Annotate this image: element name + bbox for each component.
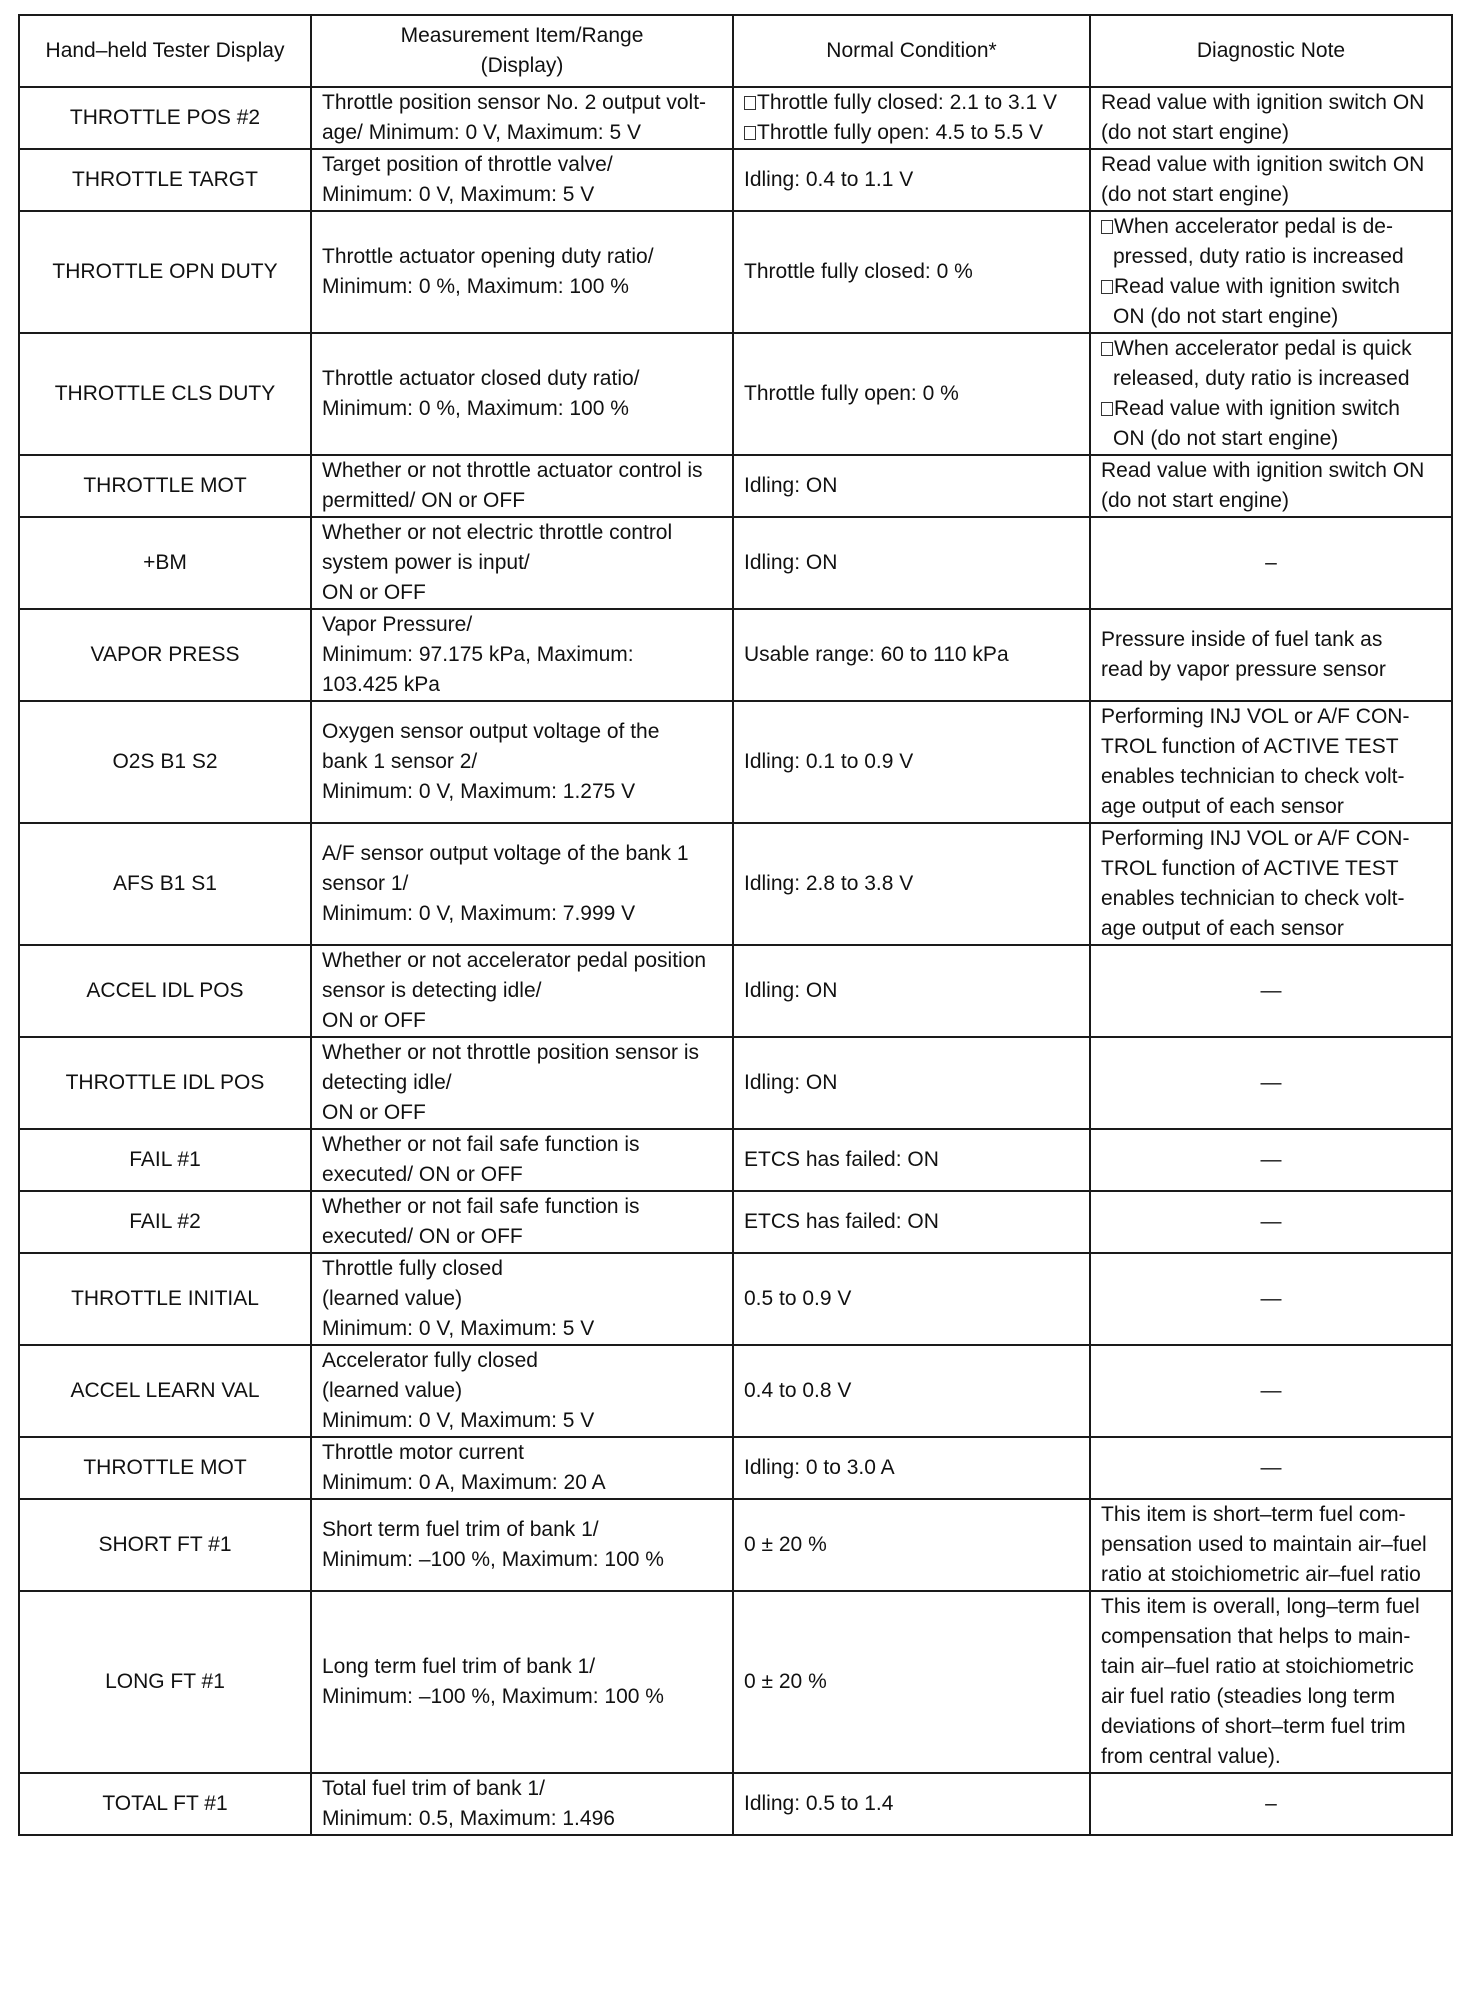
normal-condition-text: Idling: 0.1 to 0.9 V (744, 750, 914, 773)
checkbox-bullet-icon (1101, 402, 1113, 416)
normal-condition-text: Throttle fully closed: 2.1 to 3.1 V (757, 91, 1057, 114)
measurement-cell (311, 701, 733, 823)
measurement-line: Whether or not fail safe function is (322, 1133, 640, 1156)
normal-condition-cell (733, 211, 1090, 333)
measurement-line: permitted/ ON or OFF (322, 489, 526, 512)
measurement-line: Minimum: 0 V, Maximum: 7.999 V (322, 902, 636, 925)
measurement-cell (311, 455, 733, 517)
normal-condition-cell (733, 149, 1090, 211)
diagnostic-note-line: This item is overall, long–term fuel (1101, 1595, 1420, 1618)
diagnostic-note-line: air fuel ratio (steadies long term (1101, 1685, 1396, 1708)
normal-condition-cell (733, 1191, 1090, 1253)
header-normal-condition: Normal Condition* (733, 15, 1090, 87)
diagnostic-note-line: Read value with ignition switch ON (1101, 459, 1425, 482)
diagnostic-note-line: Read value with ignition switch ON (1101, 91, 1425, 114)
table-row (19, 455, 1452, 517)
normal-condition-text: Idling: ON (744, 1071, 838, 1094)
diagnostic-note-line (1101, 212, 1441, 242)
table-row (19, 1345, 1452, 1437)
checkbox-bullet-icon (1101, 280, 1113, 294)
tester-display-cell: THROTTLE MOT (19, 455, 311, 517)
diagnostic-note-cell: — (1090, 1437, 1452, 1499)
table-row (19, 1591, 1452, 1773)
diagnostic-note-line: Performing INJ VOL or A/F CON- (1101, 827, 1410, 850)
measurement-cell (311, 211, 733, 333)
normal-condition-text: 0 ± 20 % (744, 1670, 827, 1693)
normal-condition-cell (733, 455, 1090, 517)
diagnostic-note-line (1101, 394, 1441, 424)
normal-condition-text: Idling: ON (744, 551, 838, 574)
diagnostic-note-cell: — (1090, 1345, 1452, 1437)
measurement-line: age/ Minimum: 0 V, Maximum: 5 V (322, 121, 641, 144)
diagnostic-note-line (1101, 364, 1441, 394)
tester-display-cell: THROTTLE IDL POS (19, 1037, 311, 1129)
diagnostic-note-cell (1090, 823, 1452, 945)
table-row (19, 1129, 1452, 1191)
diagnostic-note-line (1101, 242, 1441, 272)
measurement-line: A/F sensor output voltage of the bank 1 (322, 842, 689, 865)
table-row (19, 333, 1452, 455)
diagnostic-note-cell (1090, 609, 1452, 701)
diagnostic-note-line: ratio at stoichiometric air–fuel ratio (1101, 1563, 1421, 1586)
diagnostic-note-line: Pressure inside of fuel tank as (1101, 628, 1383, 651)
diagnostic-note-cell: — (1090, 945, 1452, 1037)
measurement-cell (311, 1591, 733, 1773)
tester-display-cell: FAIL #2 (19, 1191, 311, 1253)
diagnostic-note-line: read by vapor pressure sensor (1101, 658, 1386, 681)
diagnostic-note-cell (1090, 1591, 1452, 1773)
measurement-line: executed/ ON or OFF (322, 1225, 523, 1248)
diagnostic-note-cell: – (1090, 517, 1452, 609)
normal-condition-cell (733, 701, 1090, 823)
tester-display-cell: ACCEL LEARN VAL (19, 1345, 311, 1437)
normal-condition-cell (733, 1591, 1090, 1773)
tester-display-cell: THROTTLE MOT (19, 1437, 311, 1499)
normal-condition-cell (733, 1253, 1090, 1345)
measurement-line: Minimum: 0.5, Maximum: 1.496 (322, 1807, 615, 1830)
diagnostic-note-line: pensation used to maintain air–fuel (1101, 1533, 1427, 1556)
measurement-line: Minimum: 0 V, Maximum: 5 V (322, 183, 595, 206)
diagnostic-note-line: TROL function of ACTIVE TEST (1101, 735, 1399, 758)
table-row (19, 1191, 1452, 1253)
normal-condition-text: Throttle fully open: 0 % (744, 382, 959, 405)
measurement-line: Minimum: –100 %, Maximum: 100 % (322, 1685, 664, 1708)
normal-condition-text: Idling: 0.4 to 1.1 V (744, 168, 914, 191)
normal-condition-text: 0.4 to 0.8 V (744, 1379, 852, 1402)
measurement-cell (311, 609, 733, 701)
measurement-cell (311, 1345, 733, 1437)
diagnostic-note-line (1101, 272, 1441, 302)
table-row (19, 1499, 1452, 1591)
measurement-line: Vapor Pressure/ (322, 613, 473, 636)
measurement-line: Whether or not electric throttle control (322, 521, 673, 544)
measurement-line: Minimum: 0 %, Maximum: 100 % (322, 275, 629, 298)
measurement-line: ON or OFF (322, 1101, 426, 1124)
table-row (19, 517, 1452, 609)
header-measurement-line: (Display) (480, 54, 564, 77)
normal-condition-bullet (744, 88, 1079, 118)
diagnostic-note-cell: — (1090, 1253, 1452, 1345)
diagnostic-note-line: enables technician to check volt- (1101, 765, 1405, 788)
header-diagnostic-note: Diagnostic Note (1090, 15, 1452, 87)
measurement-cell (311, 149, 733, 211)
measurement-cell (311, 945, 733, 1037)
diagnostic-note-line: TROL function of ACTIVE TEST (1101, 857, 1399, 880)
measurement-line: Minimum: 0 V, Maximum: 5 V (322, 1317, 595, 1340)
measurement-line: (learned value) (322, 1379, 463, 1402)
diagnostic-note-line: enables technician to check volt- (1101, 887, 1405, 910)
diagnostic-note-text: pressed, duty ratio is increased (1113, 245, 1404, 268)
diagnostic-note-line: compensation that helps to main- (1101, 1625, 1411, 1648)
measurement-line: sensor 1/ (322, 872, 409, 895)
normal-condition-cell (733, 87, 1090, 149)
diagnostic-note-text: When accelerator pedal is quick (1114, 337, 1412, 360)
header-row (19, 15, 1452, 87)
diagnostic-note-line: tain air–fuel ratio at stoichiometric (1101, 1655, 1414, 1678)
diagnostic-note-line: This item is short–term fuel com- (1101, 1503, 1406, 1526)
normal-condition-cell (733, 1037, 1090, 1129)
diagnostic-note-cell (1090, 1499, 1452, 1591)
measurement-line: ON or OFF (322, 581, 426, 604)
normal-condition-text: 0 ± 20 % (744, 1533, 827, 1556)
tester-display-cell: FAIL #1 (19, 1129, 311, 1191)
measurement-line: Minimum: –100 %, Maximum: 100 % (322, 1548, 664, 1571)
normal-condition-text: Idling: 0 to 3.0 A (744, 1456, 895, 1479)
measurement-line: Target position of throttle valve/ (322, 153, 613, 176)
measurement-line: Whether or not throttle position sensor is (322, 1041, 700, 1064)
checkbox-bullet-icon (744, 126, 756, 140)
tester-display-cell: VAPOR PRESS (19, 609, 311, 701)
normal-condition-text: Usable range: 60 to 110 kPa (744, 643, 1009, 666)
tester-display-cell: TOTAL FT #1 (19, 1773, 311, 1835)
diagnostic-note-cell (1090, 701, 1452, 823)
measurement-line: Throttle actuator opening duty ratio/ (322, 245, 654, 268)
tester-display-cell: THROTTLE CLS DUTY (19, 333, 311, 455)
diagnostic-note-line: Read value with ignition switch ON (1101, 153, 1425, 176)
measurement-line: ON or OFF (322, 1009, 426, 1032)
measurement-line: Minimum: 0 %, Maximum: 100 % (322, 397, 629, 420)
diagnostic-note-line: (do not start engine) (1101, 489, 1289, 512)
table-row (19, 1773, 1452, 1835)
measurement-line: Whether or not accelerator pedal position (322, 949, 707, 972)
measurement-line: Minimum: 97.175 kPa, Maximum: (322, 643, 634, 666)
header-tester-display: Hand–held Tester Display (19, 15, 311, 87)
measurement-line: Minimum: 0 V, Maximum: 5 V (322, 1409, 595, 1432)
tester-display-cell: ACCEL IDL POS (19, 945, 311, 1037)
table-row (19, 823, 1452, 945)
measurement-line: (learned value) (322, 1287, 463, 1310)
diagnostic-note-cell (1090, 87, 1452, 149)
diagnostic-note-line: (do not start engine) (1101, 183, 1289, 206)
diagnostic-note-text: ON (do not start engine) (1113, 305, 1339, 328)
measurement-line: system power is input/ (322, 551, 530, 574)
normal-condition-cell (733, 1499, 1090, 1591)
measurement-cell (311, 1437, 733, 1499)
diagnostic-note-text: Read value with ignition switch (1114, 397, 1400, 420)
table-row (19, 945, 1452, 1037)
table-row (19, 609, 1452, 701)
tester-display-cell: THROTTLE OPN DUTY (19, 211, 311, 333)
normal-condition-text: Throttle fully closed: 0 % (744, 260, 973, 283)
measurement-line: Throttle actuator closed duty ratio/ (322, 367, 640, 390)
normal-condition-text: Idling: ON (744, 979, 838, 1002)
measurement-cell (311, 1129, 733, 1191)
measurement-cell (311, 1499, 733, 1591)
normal-condition-text: Idling: ON (744, 474, 838, 497)
measurement-cell (311, 87, 733, 149)
measurement-line: Short term fuel trim of bank 1/ (322, 1518, 599, 1541)
measurement-line: Long term fuel trim of bank 1/ (322, 1655, 596, 1678)
tester-display-cell: SHORT FT #1 (19, 1499, 311, 1591)
checkbox-bullet-icon (1101, 220, 1113, 234)
table-row (19, 149, 1452, 211)
diagnostic-note-line (1101, 302, 1441, 332)
diagnostic-note-text: ON (do not start engine) (1113, 427, 1339, 450)
diagnostic-note-line: age output of each sensor (1101, 795, 1344, 818)
checkbox-bullet-icon (1101, 342, 1113, 356)
diagnostic-note-cell: – (1090, 1773, 1452, 1835)
measurement-cell (311, 1191, 733, 1253)
table-row (19, 87, 1452, 149)
diagnostic-note-line (1101, 334, 1441, 364)
normal-condition-cell (733, 1129, 1090, 1191)
tester-display-cell: AFS B1 S1 (19, 823, 311, 945)
normal-condition-cell (733, 1437, 1090, 1499)
normal-condition-cell (733, 609, 1090, 701)
diagnostic-note-cell (1090, 149, 1452, 211)
diagnostic-note-line: from central value). (1101, 1745, 1281, 1768)
normal-condition-text: ETCS has failed: ON (744, 1210, 939, 1233)
measurement-line: Total fuel trim of bank 1/ (322, 1777, 545, 1800)
measurement-line: Throttle position sensor No. 2 output volt- (322, 91, 707, 114)
table-row (19, 1437, 1452, 1499)
normal-condition-cell (733, 1345, 1090, 1437)
measurement-cell (311, 1037, 733, 1129)
normal-condition-cell (733, 517, 1090, 609)
measurement-line: Oxygen sensor output voltage of the (322, 720, 660, 743)
measurement-line: bank 1 sensor 2/ (322, 750, 478, 773)
measurement-cell (311, 333, 733, 455)
measurement-line: executed/ ON or OFF (322, 1163, 523, 1186)
normal-condition-text: ETCS has failed: ON (744, 1148, 939, 1171)
measurement-cell (311, 1773, 733, 1835)
normal-condition-text: Idling: 0.5 to 1.4 (744, 1792, 894, 1815)
diagnostic-note-text: released, duty ratio is increased (1113, 367, 1410, 390)
diagnostic-note-cell (1090, 211, 1452, 333)
measurement-line: detecting idle/ (322, 1071, 452, 1094)
tester-display-cell: +BM (19, 517, 311, 609)
measurement-line: Whether or not fail safe function is (322, 1195, 640, 1218)
data-list-table (18, 14, 1453, 1836)
table-row (19, 211, 1452, 333)
measurement-line: Minimum: 0 V, Maximum: 1.275 V (322, 780, 636, 803)
diagnostic-note-cell: — (1090, 1129, 1452, 1191)
diagnostic-note-line: Performing INJ VOL or A/F CON- (1101, 705, 1410, 728)
diagnostic-note-line: age output of each sensor (1101, 917, 1344, 940)
tester-display-cell: THROTTLE POS #2 (19, 87, 311, 149)
tester-display-cell: THROTTLE TARGT (19, 149, 311, 211)
normal-condition-text: 0.5 to 0.9 V (744, 1287, 852, 1310)
tester-display-cell: THROTTLE INITIAL (19, 1253, 311, 1345)
tester-display-cell: LONG FT #1 (19, 1591, 311, 1773)
measurement-line: sensor is detecting idle/ (322, 979, 542, 1002)
header-measurement-line: Measurement Item/Range (400, 24, 644, 47)
diagnostic-note-cell (1090, 455, 1452, 517)
measurement-cell (311, 1253, 733, 1345)
measurement-line: Minimum: 0 A, Maximum: 20 A (322, 1471, 606, 1494)
measurement-cell (311, 823, 733, 945)
normal-condition-bullet (744, 118, 1079, 148)
normal-condition-cell (733, 823, 1090, 945)
diagnostic-note-line (1101, 424, 1441, 454)
measurement-line: Accelerator fully closed (322, 1349, 538, 1372)
header-measurement (311, 15, 733, 87)
diagnostic-note-cell: — (1090, 1191, 1452, 1253)
normal-condition-text: Throttle fully open: 4.5 to 5.5 V (757, 121, 1044, 144)
measurement-cell (311, 517, 733, 609)
normal-condition-cell (733, 945, 1090, 1037)
normal-condition-text: Idling: 2.8 to 3.8 V (744, 872, 914, 895)
diagnostic-note-cell (1090, 333, 1452, 455)
tester-display-cell: O2S B1 S2 (19, 701, 311, 823)
normal-condition-cell (733, 333, 1090, 455)
diagnostic-note-cell: — (1090, 1037, 1452, 1129)
table-row (19, 1253, 1452, 1345)
normal-condition-cell (733, 1773, 1090, 1835)
diagnostic-note-text: When accelerator pedal is de- (1114, 215, 1393, 238)
checkbox-bullet-icon (744, 96, 756, 110)
measurement-line: Throttle fully closed (322, 1257, 503, 1280)
table-row (19, 1037, 1452, 1129)
measurement-line: Whether or not throttle actuator control is (322, 459, 703, 482)
diagnostic-note-line: deviations of short–term fuel trim (1101, 1715, 1406, 1738)
measurement-line: 103.425 kPa (322, 673, 440, 696)
diagnostic-note-line: (do not start engine) (1101, 121, 1289, 144)
table-row (19, 701, 1452, 823)
diagnostic-note-text: Read value with ignition switch (1114, 275, 1400, 298)
measurement-line: Throttle motor current (322, 1441, 524, 1464)
